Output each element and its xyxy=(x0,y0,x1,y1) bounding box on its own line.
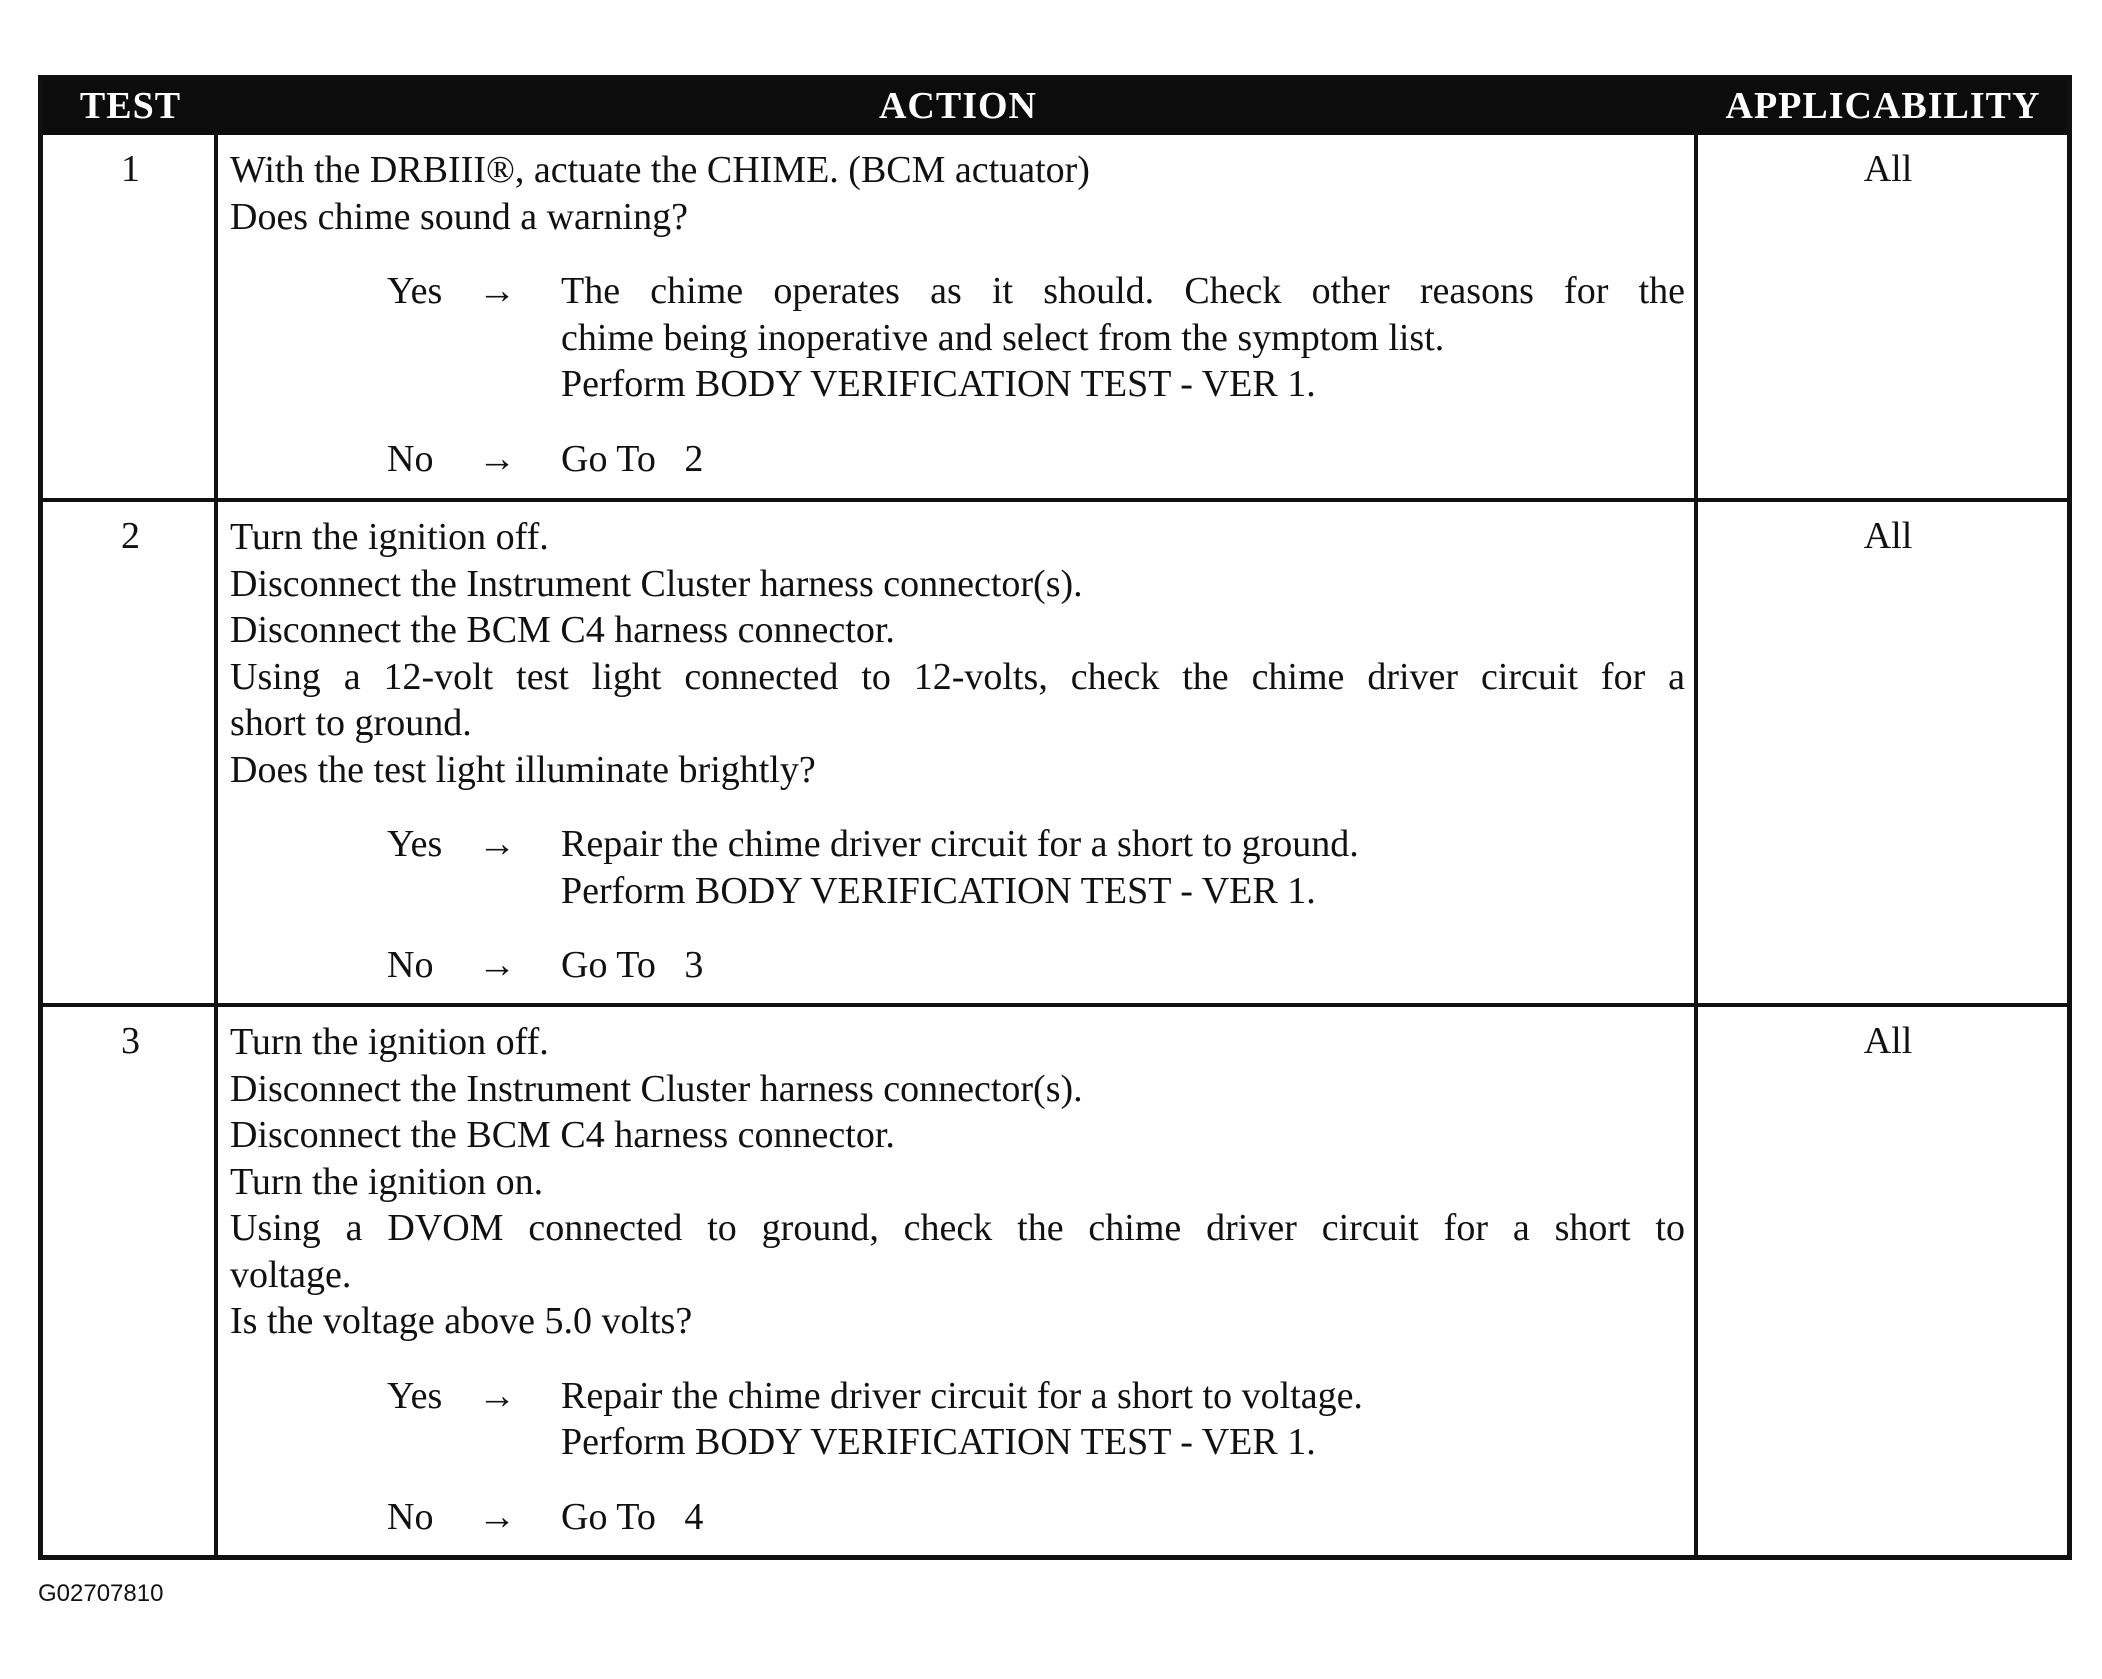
table-header xyxy=(43,80,2067,135)
no-branch xyxy=(230,436,1685,483)
action-line: Does the test light illuminate brightly? xyxy=(230,748,816,791)
arrow-icon: → xyxy=(478,1374,516,1417)
table-row xyxy=(43,135,2067,498)
yes-label: Yes xyxy=(387,823,443,865)
action-line: Turn the ignition off. xyxy=(230,1021,549,1063)
header-action: ACTION xyxy=(878,85,1038,127)
figure-id: G02707810 xyxy=(38,1580,164,1607)
yes-branch xyxy=(230,1373,1685,1466)
yes-text-line: Repair the chime driver circuit for a short to voltage. xyxy=(561,1374,1363,1417)
go-to-text: Go To 3 xyxy=(561,944,704,986)
test-number: 1 xyxy=(121,148,140,190)
applicability-value: All xyxy=(1863,1020,1913,1062)
applicability-value: All xyxy=(1863,515,1913,557)
no-label: No xyxy=(387,944,434,986)
action-cell xyxy=(230,1019,1685,1540)
yes-text-line: Repair the chime driver circuit for a short to ground. xyxy=(561,823,1359,865)
table-row xyxy=(43,502,2067,1003)
action-cell xyxy=(230,514,1685,989)
action-line: Turn the ignition off. xyxy=(230,516,549,558)
action-line: Disconnect the Instrument Cluster harness connector(s). xyxy=(230,562,1083,605)
arrow-icon: → xyxy=(478,944,516,986)
action-line: Disconnect the BCM C4 harness connector. xyxy=(230,609,895,651)
yes-text-line: Perform BODY VERIFICATION TEST - VER 1. xyxy=(561,869,1316,912)
header-applicability: APPLICABILITY xyxy=(1725,85,2041,127)
no-branch xyxy=(230,942,1685,989)
action-line: short to ground. xyxy=(230,702,472,744)
test-number: 3 xyxy=(121,1020,140,1062)
yes-label: Yes xyxy=(387,270,443,312)
arrow-icon: → xyxy=(478,270,516,312)
action-line: Disconnect the BCM C4 harness connector. xyxy=(230,1114,895,1156)
yes-text-line: chime being inoperative and select from the symptom list. xyxy=(561,316,1445,359)
yes-text-line: The chime operates as it should. Check other reasons for the xyxy=(561,270,1685,312)
table-row xyxy=(43,1007,2067,1557)
yes-label: Yes xyxy=(387,1374,443,1417)
arrow-icon: → xyxy=(478,823,516,865)
action-line: Does chime sound a warning? xyxy=(230,195,688,238)
yes-text-line: Perform BODY VERIFICATION TEST - VER 1. xyxy=(561,363,1316,405)
no-label: No xyxy=(387,1495,434,1538)
arrow-icon: → xyxy=(478,1495,516,1538)
yes-text-line: Perform BODY VERIFICATION TEST - VER 1. xyxy=(561,1421,1316,1463)
action-line: Using a DVOM connected to ground, check the chime driver circuit for a short to xyxy=(230,1207,1685,1249)
action-line: voltage. xyxy=(230,1253,352,1296)
go-to-text: Go To 4 xyxy=(561,1495,704,1538)
header-test: TEST xyxy=(79,85,182,127)
action-line: Is the voltage above 5.0 volts? xyxy=(230,1300,693,1342)
diagnostic-test-table xyxy=(38,75,2072,1560)
no-branch xyxy=(230,1494,1685,1541)
no-label: No xyxy=(387,437,434,480)
yes-branch xyxy=(230,268,1685,408)
action-cell xyxy=(230,147,1685,482)
action-line: Disconnect the Instrument Cluster harness connector(s). xyxy=(230,1067,1083,1110)
arrow-icon: → xyxy=(478,437,516,480)
test-number: 2 xyxy=(121,515,140,557)
action-line: With the DRBIII®, actuate the CHIME. (BCM actuator) xyxy=(230,149,1090,191)
action-line: Turn the ignition on. xyxy=(230,1160,544,1203)
go-to-text: Go To 2 xyxy=(561,437,704,480)
applicability-value: All xyxy=(1863,148,1913,190)
action-line: Using a 12-volt test light connected to 12-volts, check the chime driver circuit for a xyxy=(230,655,1685,698)
yes-branch xyxy=(230,821,1685,914)
